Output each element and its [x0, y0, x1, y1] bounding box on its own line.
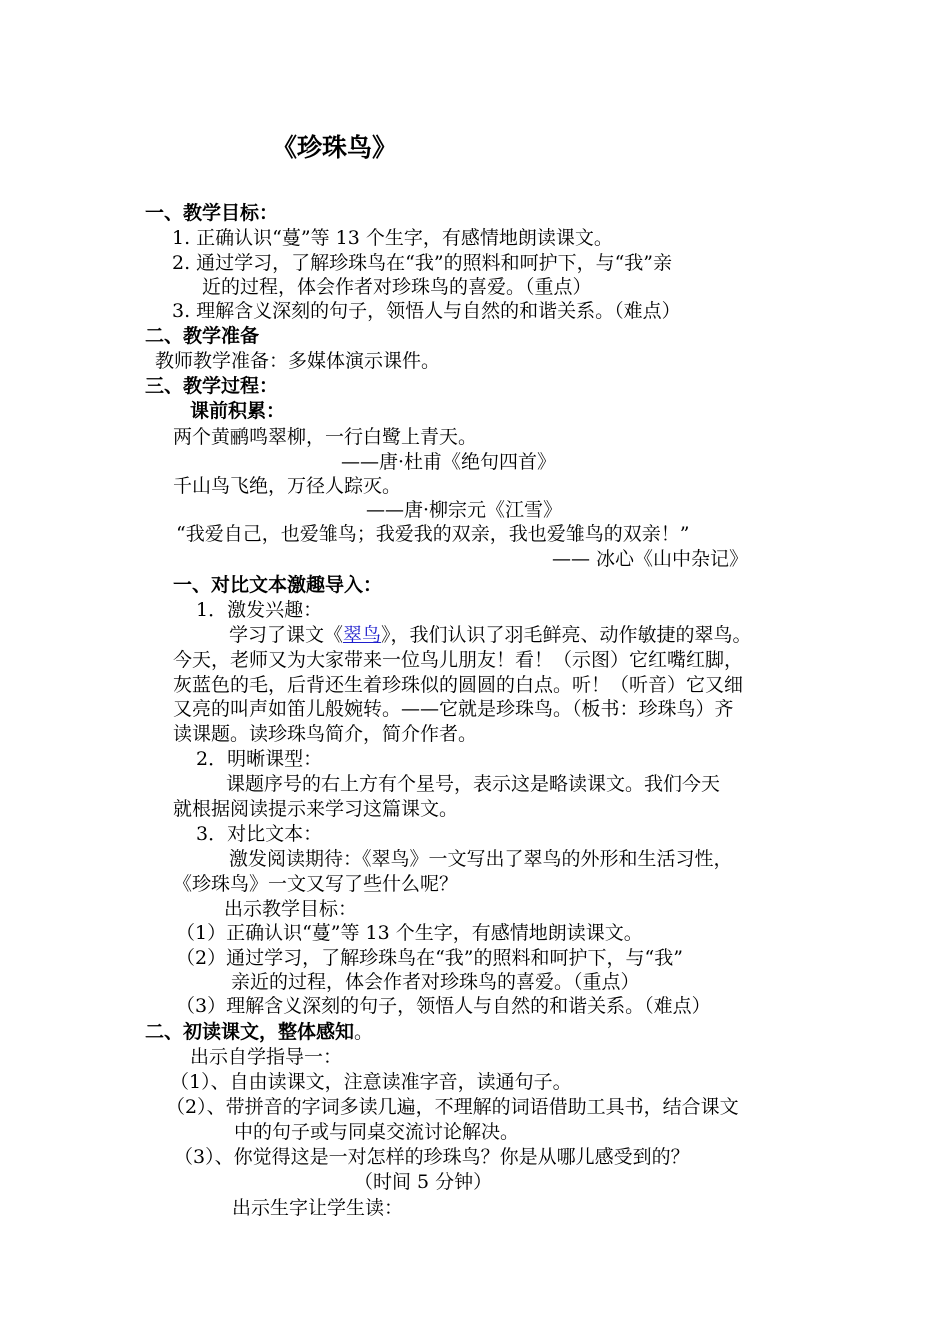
- paragraph-line: 灰蓝色的毛，后背还生着珍珠似的圆圆的白点。听！（听音）它又细: [173, 674, 744, 696]
- step-label: 2．明晰课型：: [196, 748, 323, 770]
- paragraph-line: 出示生字让学生读：: [232, 1197, 404, 1219]
- quote-line: “我爱自己，也爱雏鸟；我爱我的双亲，我也爱雏鸟的双亲！”: [176, 523, 690, 545]
- quote-source: —— 冰心《山中杂记》: [552, 548, 749, 570]
- guide-item: （1）、自由读课文，注意读准字音，读通句子。: [170, 1071, 572, 1093]
- page-title: 《珍珠鸟》: [272, 133, 398, 162]
- paragraph-line: 出示教学目标：: [224, 898, 358, 920]
- paragraph-line: 学习了课文《翠鸟》，我们认识了羽毛鲜亮、动作敏捷的翠鸟。: [229, 624, 752, 646]
- step-label: 3．对比文本：: [196, 823, 323, 845]
- objective-item: （3）理解含义深刻的句子，领悟人与自然的和谐关系。（难点）: [176, 995, 711, 1017]
- step-label: 1．激发兴趣：: [196, 599, 323, 621]
- lesson-link-cuiniao[interactable]: 翠鸟: [343, 624, 382, 646]
- objective-item: （1）正确认识“蔓”等 13 个生字，有感情地朗读课文。: [176, 922, 643, 944]
- paragraph-line: 《珍珠鸟》一文又写了些什么呢？: [173, 873, 459, 895]
- preparation-text: 教师教学准备：多媒体演示课件。: [155, 350, 441, 372]
- time-note: （时间 5 分钟）: [354, 1171, 493, 1193]
- paragraph-line: 又亮的叫声如笛儿般婉转。——它就是珍珠鸟。（板书：珍珠鸟）齐: [173, 698, 734, 720]
- poem-line: 两个黄鹂鸣翠柳，一行白鹭上青天。: [173, 426, 478, 448]
- poem-source: ——唐·杜甫《绝句四首》: [341, 451, 557, 473]
- guide-label: 出示自学指导一：: [190, 1046, 343, 1068]
- guide-item: （2）、带拼音的字词多读几遍，不理解的词语借助工具书，结合课文: [166, 1096, 739, 1118]
- guide-item-continued: 中的句子或与同桌交流讨论解决。: [234, 1121, 520, 1143]
- guide-item: （3）、你觉得这是一对怎样的珍珠鸟？你是从哪儿感受到的？: [174, 1146, 690, 1168]
- goal-item: 1. 正确认识“蔓”等 13 个生字，有感情地朗读课文。: [172, 227, 613, 249]
- paragraph-line: 课题序号的右上方有个星号，表示这是略读课文。我们今天: [226, 773, 721, 795]
- paragraph-line: 激发阅读期待：《翠鸟》一文写出了翠鸟的外形和生活习性，: [229, 848, 733, 870]
- subheading-pre-accumulation: 课前积累：: [190, 400, 286, 422]
- goal-item: 3. 理解含义深刻的句子，领悟人与自然的和谐关系。（难点）: [172, 300, 681, 322]
- paragraph-line: 就根据阅读提示来学习这篇课文。: [173, 798, 459, 820]
- objective-item-continued: 亲近的过程，体会作者对珍珠鸟的喜爱。（重点）: [231, 971, 640, 993]
- poem-line: 千山鸟飞绝，万径人踪灭。: [173, 475, 402, 497]
- part-heading-intro: 一、对比文本激趣导入：: [173, 574, 383, 596]
- section-heading-preparation: 二、教学准备: [145, 325, 260, 347]
- part-heading-first-reading: 二、初读课文，整体感知。: [145, 1021, 374, 1043]
- goal-item-continued: 近的过程，体会作者对珍珠鸟的喜爱。（重点）: [202, 276, 592, 298]
- poem-source: ——唐·柳宗元《江雪》: [366, 499, 563, 521]
- section-heading-process: 三、教学过程：: [145, 375, 279, 397]
- section-heading-goals: 一、教学目标：: [145, 202, 279, 224]
- goal-item: 2. 通过学习，了解珍珠鸟在“我”的照料和呵护下，与“我”亲: [172, 252, 673, 274]
- objective-item: （2）通过学习，了解珍珠鸟在“我”的照料和呵护下，与“我”: [176, 947, 683, 969]
- paragraph-line: 读课题。读珍珠鸟简介，简介作者。: [173, 723, 478, 745]
- paragraph-line: 今天，老师又为大家带来一位鸟儿朋友！看！（示图）它红嘴红脚，: [173, 649, 744, 671]
